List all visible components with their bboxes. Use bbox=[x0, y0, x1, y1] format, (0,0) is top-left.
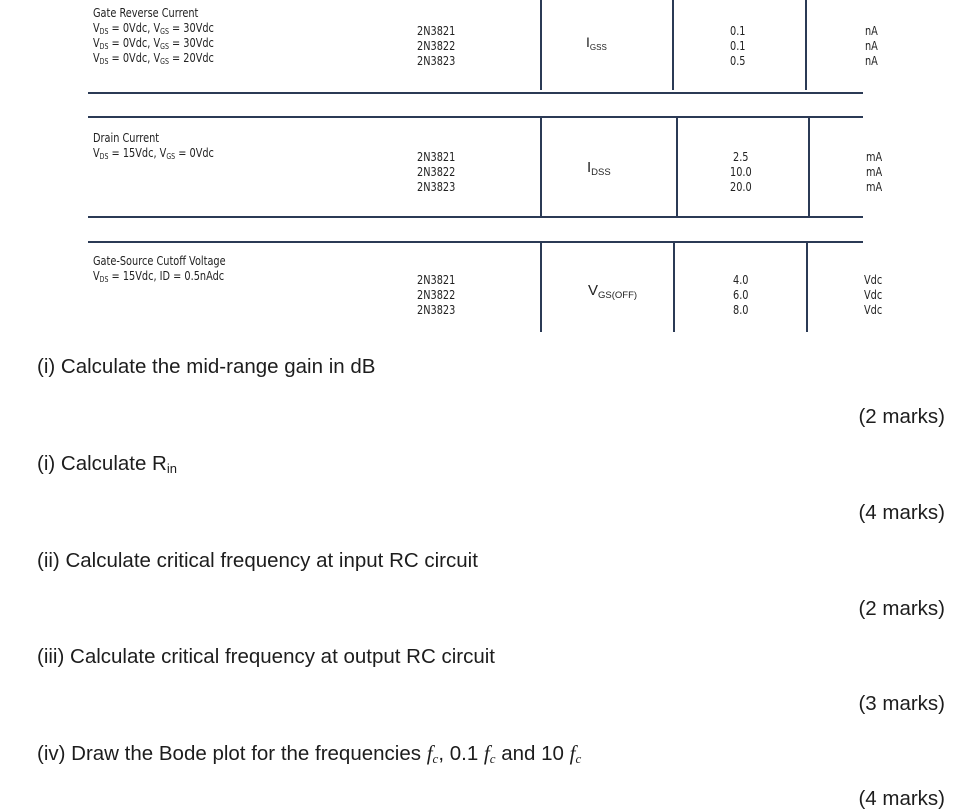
unit-cell: mA bbox=[866, 164, 883, 179]
device-part-number: 2N3822 bbox=[417, 287, 456, 302]
row-divider bbox=[88, 216, 863, 218]
value-cell: 0.5 bbox=[730, 53, 746, 68]
device-part-number: 2N3823 bbox=[417, 53, 456, 68]
unit-cell: Vdc bbox=[864, 272, 883, 287]
unit-cell: nA bbox=[865, 53, 878, 68]
unit-cell: Vdc bbox=[864, 287, 883, 302]
value-cell: 20.0 bbox=[730, 179, 752, 194]
unit-cell: mA bbox=[866, 149, 883, 164]
marks-label: (2 marks) bbox=[858, 597, 945, 620]
symbol-igss: $I_{GSS}$ bbox=[586, 34, 607, 52]
unit-cell: Vdc bbox=[864, 302, 883, 317]
col-divider bbox=[540, 242, 542, 332]
condition-line: $V_{DS} = 0Vdc$, $V_{GS} = 30Vdc$ bbox=[93, 35, 214, 51]
col-divider bbox=[540, 117, 542, 216]
col-divider bbox=[672, 0, 674, 90]
question-output-rc: (iii) Calculate critical frequency at output RC circuit bbox=[37, 645, 495, 668]
col-divider bbox=[676, 117, 678, 216]
marks-label: (4 marks) bbox=[858, 787, 945, 810]
value-cell: 4.0 bbox=[733, 272, 749, 287]
row-title: Gate-Source Cutoff Voltage bbox=[93, 253, 226, 268]
col-divider bbox=[540, 0, 542, 90]
value-cell: 0.1 bbox=[730, 38, 746, 53]
row-title: Gate Reverse Current bbox=[93, 5, 199, 20]
col-divider bbox=[673, 242, 675, 332]
unit-cell: mA bbox=[866, 179, 883, 194]
symbol-idss: $I_{DSS}$ bbox=[587, 159, 611, 178]
question-bode-plot: (iv) Draw the Bode plot for the frequencies $f_c$, 0.1 $f_c$ and 10 $f_c$ bbox=[37, 741, 582, 766]
value-cell: 0.1 bbox=[730, 23, 746, 38]
question-rin: (i) Calculate $R_{in}$ bbox=[37, 452, 177, 476]
condition-line: $V_{DS} = 0Vdc$, $V_{GS} = 20Vdc$ bbox=[93, 50, 214, 66]
marks-label: (2 marks) bbox=[858, 405, 945, 428]
row-divider bbox=[88, 92, 863, 94]
col-divider bbox=[806, 242, 808, 332]
marks-label: (3 marks) bbox=[858, 692, 945, 715]
condition-line: $V_{DS} = 15Vdc$, ID = 0.5nAdc bbox=[93, 268, 225, 284]
value-cell: 2.5 bbox=[733, 149, 749, 164]
symbol-vgs-off: $V_{GS(OFF)}$ bbox=[588, 282, 638, 301]
value-cell: 10.0 bbox=[730, 164, 752, 179]
value-cell: 6.0 bbox=[733, 287, 749, 302]
unit-cell: nA bbox=[865, 38, 878, 53]
device-part-number: 2N3821 bbox=[417, 272, 456, 287]
row-divider bbox=[88, 116, 863, 118]
value-cell: 8.0 bbox=[733, 302, 749, 317]
device-part-number: 2N3822 bbox=[417, 164, 456, 179]
condition-line: $V_{DS} = 0Vdc$, $V_{GS} = 30Vdc$ bbox=[93, 20, 214, 36]
row-divider bbox=[88, 241, 863, 243]
device-part-number: 2N3822 bbox=[417, 38, 456, 53]
marks-label: (4 marks) bbox=[858, 501, 945, 524]
question-input-rc: (ii) Calculate critical frequency at input RC circuit bbox=[37, 549, 478, 572]
col-divider bbox=[805, 0, 807, 90]
col-divider bbox=[808, 117, 810, 216]
device-part-number: 2N3823 bbox=[417, 179, 456, 194]
question-midrange-gain: (i) Calculate the mid-range gain in dB bbox=[37, 355, 376, 378]
device-part-number: 2N3821 bbox=[417, 23, 456, 38]
device-part-number: 2N3821 bbox=[417, 149, 456, 164]
row-title: Drain Current bbox=[93, 130, 160, 145]
unit-cell: nA bbox=[865, 23, 878, 38]
device-part-number: 2N3823 bbox=[417, 302, 456, 317]
condition-line: $V_{DS} = 15Vdc$, $V_{GS} = 0Vdc$ bbox=[93, 145, 214, 161]
